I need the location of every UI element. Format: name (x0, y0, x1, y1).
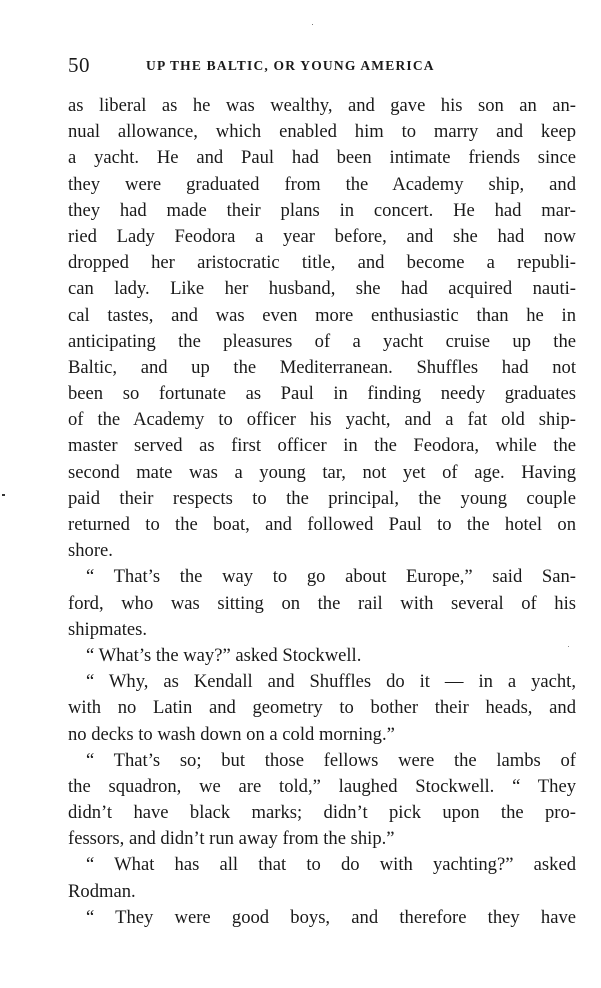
body-text (68, 93, 576, 931)
text-line: returned to the boat, and followed Paul to the hotel on (68, 514, 576, 535)
text-line: anticipating the pleasures of a yacht cruise up the (68, 330, 576, 352)
paper-speck (312, 24, 313, 25)
text-line: dropped her aristocratic title, and become a republi- (68, 252, 576, 274)
text-line: no decks to wash down on a cold morning.” (68, 723, 395, 745)
text-line: the squadron, we are told,” laughed Stockwell. “ They (68, 775, 576, 797)
text-line: been so fortunate as Paul in finding needy graduates (68, 383, 576, 405)
text-line: shore. (68, 540, 113, 562)
text-line: didn’t have black marks; didn’t pick upon the pro- (68, 802, 576, 824)
text-line: paid their respects to the principal, the young couple (68, 487, 576, 509)
text-line: of the Academy to officer his yacht, and a fat old ship- (68, 409, 576, 431)
text-line: “ That’s the way to go about Europe,” said San- (86, 566, 576, 588)
running-head (68, 53, 576, 77)
margin-mark (2, 494, 5, 496)
text-line: fessors, and didn’t run away from the ship.” (68, 828, 395, 850)
text-line: “ What has all that to do with yachting?” asked (86, 854, 576, 876)
text-line: ried Lady Feodora a year before, and she had now (68, 225, 576, 247)
text-line: Rodman. (68, 880, 136, 902)
running-title: UP THE BALTIC, OR YOUNG AMERICA (146, 58, 435, 73)
text-line: “ What’s the way?” asked Stockwell. (86, 644, 362, 666)
text-line: with no Latin and geometry to bother their heads, and (68, 697, 576, 719)
text-line: can lady. Like her husband, she had acquired nauti- (68, 278, 576, 300)
text-line: “ That’s so; but those fellows were the lambs of (86, 749, 576, 771)
text-line: second mate was a young tar, not yet of age. Having (68, 461, 576, 483)
text-line: a yacht. He and Paul had been intimate friends since (68, 147, 576, 169)
text-line: cal tastes, and was even more enthusiastic than he in (68, 304, 576, 326)
text-line: “ Why, as Kendall and Shuffles do it — in a yacht, (86, 671, 576, 693)
text-line: ford, who was sitting on the rail with several of his (68, 592, 576, 614)
page-number: 50 (68, 53, 90, 77)
text-line: they had made their plans in concert. He had mar- (68, 199, 576, 221)
text-line: as liberal as he was wealthy, and gave his son an an- (68, 95, 576, 116)
text-line: they were graduated from the Academy ship, and (68, 173, 576, 195)
text-line: nual allowance, which enabled him to marry and keep (68, 121, 576, 143)
text-line: Baltic, and up the Mediterranean. Shuffles had not (68, 356, 576, 378)
text-line: shipmates. (68, 618, 148, 640)
text-line: “ They were good boys, and therefore they have (86, 906, 576, 928)
text-line: master served as first officer in the Feodora, while the (68, 435, 576, 457)
